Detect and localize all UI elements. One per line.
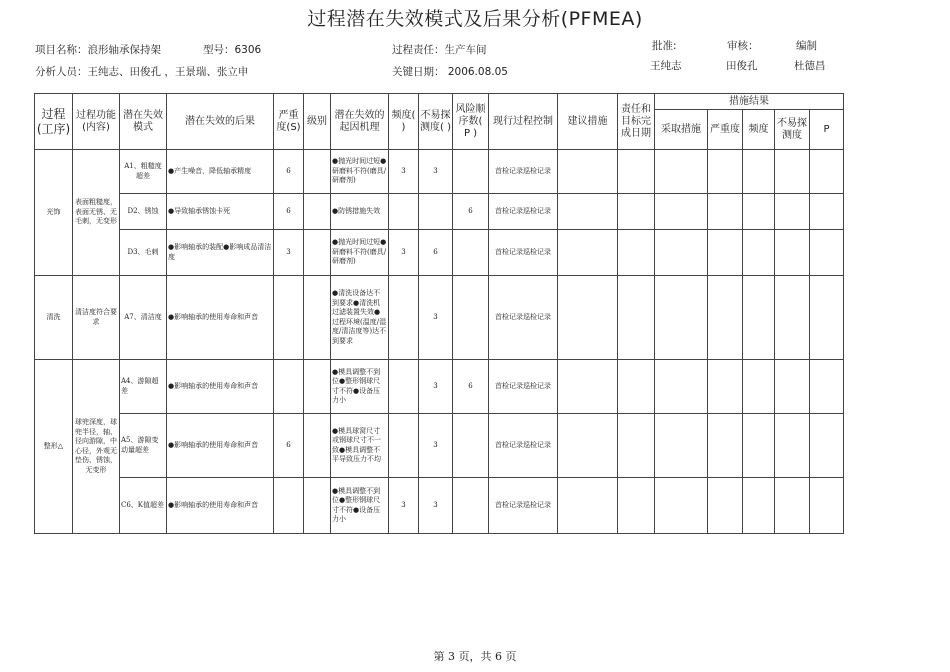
detection-cell: 6	[419, 230, 453, 276]
process-responsibility: 过程责任：生产车间	[392, 44, 487, 56]
approver-name: 王纯志	[650, 60, 682, 72]
rpn-cell	[453, 414, 489, 478]
compile-label: 编制	[796, 40, 817, 52]
occurrence-cell	[389, 276, 419, 360]
model-number: 型号：6306	[203, 44, 262, 56]
function-cell: 清洁度符合要求	[73, 276, 120, 360]
failure-mode-cell: A5、游隙变动量超差	[120, 414, 167, 478]
controls-cell: 首检记录巡检记录	[489, 230, 558, 276]
detection-cell: 3	[419, 414, 453, 478]
controls-cell: 首检记录巡检记录	[489, 276, 558, 360]
cause-cell: ●清洗设备达不到要求●清洗机过滤装置失效●过程环境(温度/湿度/清洁度等)达不到要求	[331, 276, 389, 360]
analysts: 分析人员：王纯志、田俊孔 ，王景瑞、张立申	[35, 66, 249, 78]
controls-cell: 首检记录巡检记录	[489, 194, 558, 230]
class-cell	[304, 230, 331, 276]
class-cell	[304, 360, 331, 414]
header-responsibility-date: 责任和目标完成日期	[618, 94, 655, 150]
occurrence-cell	[389, 414, 419, 478]
controls-cell: 首检记录巡检记录	[489, 414, 558, 478]
rpn-cell	[453, 478, 489, 534]
effect-cell: ●影响轴承的使用寿命和声音	[167, 276, 274, 360]
rpn-cell	[453, 276, 489, 360]
effect-cell: ●影响轴承的使用寿命和声音	[167, 360, 274, 414]
table-row	[35, 414, 844, 478]
page-footer: 第 3 页，共 6 页	[433, 650, 517, 663]
effect-cell: ●影响轴承的使用寿命和声音	[167, 478, 274, 534]
review-label: 审核：	[727, 40, 759, 52]
controls-cell: 首检记录巡检记录	[489, 150, 558, 194]
header-action-results: 措施结果	[655, 94, 844, 110]
header-function: 过程功能(内容)	[73, 94, 120, 150]
rpn-cell: 6	[453, 360, 489, 414]
process-cell: 清洗	[35, 276, 73, 360]
class-cell	[304, 150, 331, 194]
cause-cell: ●模具调整不到位●整形钢球尺寸不符●设备压力小	[331, 478, 389, 534]
header-effect: 潜在失效的后果	[167, 94, 274, 150]
failure-mode-cell: A7、清洁度	[120, 276, 167, 360]
header-cause: 潜在失效的起因机理	[331, 94, 389, 150]
occurrence-cell: 3	[389, 150, 419, 194]
severity-cell	[274, 276, 304, 360]
occurrence-cell	[389, 194, 419, 230]
header-rpn: 风险顺序数( P )	[453, 94, 489, 150]
table-row	[35, 276, 844, 360]
severity-cell	[274, 478, 304, 534]
detection-cell: 3	[419, 478, 453, 534]
detection-cell	[419, 194, 453, 230]
cause-cell: ●抛光时间过短●研磨料不符(磨具/研磨剂)	[331, 230, 389, 276]
pfmea-table	[34, 93, 844, 534]
header-process: 过程(工序)	[35, 94, 73, 150]
page-title: 过程潜在失效模式及后果分析(PFMEA)	[307, 8, 643, 30]
header-result-p: P	[810, 110, 844, 150]
table-row	[35, 360, 844, 414]
class-cell	[304, 276, 331, 360]
effect-cell: ●影响轴承的装配●影响成品清洁度	[167, 230, 274, 276]
severity-cell: 6	[274, 414, 304, 478]
table-row	[35, 478, 844, 534]
controls-cell: 首检记录巡检记录	[489, 360, 558, 414]
failure-mode-cell: D3、毛刺	[120, 230, 167, 276]
table-row	[35, 150, 844, 194]
occurrence-cell	[389, 360, 419, 414]
severity-cell: 6	[274, 150, 304, 194]
detection-cell: 3	[419, 276, 453, 360]
occurrence-cell: 3	[389, 230, 419, 276]
header-action-taken: 采取措施	[655, 110, 708, 150]
effect-cell: ●导致轴承锈蚀卡死	[167, 194, 274, 230]
severity-cell	[274, 360, 304, 414]
rpn-cell	[453, 230, 489, 276]
failure-mode-cell: C6、K值超差	[120, 478, 167, 534]
reviewer-name: 田俊孔	[726, 60, 758, 72]
failure-mode-cell: A1、粗糙度超差	[120, 150, 167, 194]
table-row	[35, 194, 844, 230]
cause-cell: ●模具调整不到位●整形钢球尺寸不符●设备压力小	[331, 360, 389, 414]
class-cell	[304, 478, 331, 534]
header-current-controls: 现行过程控制	[489, 94, 558, 150]
severity-cell: 3	[274, 230, 304, 276]
header-occurrence: 频度( )	[389, 94, 419, 150]
severity-cell: 6	[274, 194, 304, 230]
header-result-detection: 不易探测度	[775, 110, 810, 150]
approve-label: 批准:	[652, 40, 677, 52]
function-cell: 球兜深度，球兜半径，轴、径向游隙，中心径，外观无垫伤、锈蚀，无变形	[73, 360, 120, 534]
function-cell: 表面粗糙度，表面无锈、无毛刺，无变形	[73, 150, 120, 276]
class-cell	[304, 194, 331, 230]
cause-cell: ●抛光时间过短●研磨料不符(磨具/研磨剂)	[331, 150, 389, 194]
header-class: 级别	[304, 94, 331, 150]
rpn-cell: 6	[453, 194, 489, 230]
failure-mode-cell: A4、游隙超差	[120, 360, 167, 414]
header-detection: 不易探测度( )	[419, 94, 453, 150]
header-recommended-actions: 建议措施	[558, 94, 618, 150]
cause-cell: ●模具球窝尺寸或钢球尺寸不一致●模具调整不平导致压力不均	[331, 414, 389, 478]
effect-cell: ●产生噪音，降低轴承精度	[167, 150, 274, 194]
cause-cell: ●防锈措施失效	[331, 194, 389, 230]
detection-cell: 3	[419, 150, 453, 194]
project-name: 项目名称：浪形轴承保持架	[35, 44, 161, 56]
failure-mode-cell: D2、锈蚀	[120, 194, 167, 230]
class-cell	[304, 414, 331, 478]
controls-cell: 首检记录巡检记录	[489, 478, 558, 534]
occurrence-cell: 3	[389, 478, 419, 534]
header-severity: 严重度(S)	[274, 94, 304, 150]
effect-cell: ●影响轴承的使用寿命和声音	[167, 414, 274, 478]
header-failure-mode: 潜在失效模式	[120, 94, 167, 150]
header-result-occurrence: 频度	[743, 110, 775, 150]
key-date: 关键日期： 2006.08.05	[392, 66, 508, 78]
process-cell: 整形△	[35, 360, 73, 534]
compiler-name: 杜德昌	[794, 60, 826, 72]
detection-cell: 3	[419, 360, 453, 414]
table-row	[35, 230, 844, 276]
process-cell: 光饰	[35, 150, 73, 276]
header-result-severity: 严重度	[708, 110, 743, 150]
rpn-cell	[453, 150, 489, 194]
